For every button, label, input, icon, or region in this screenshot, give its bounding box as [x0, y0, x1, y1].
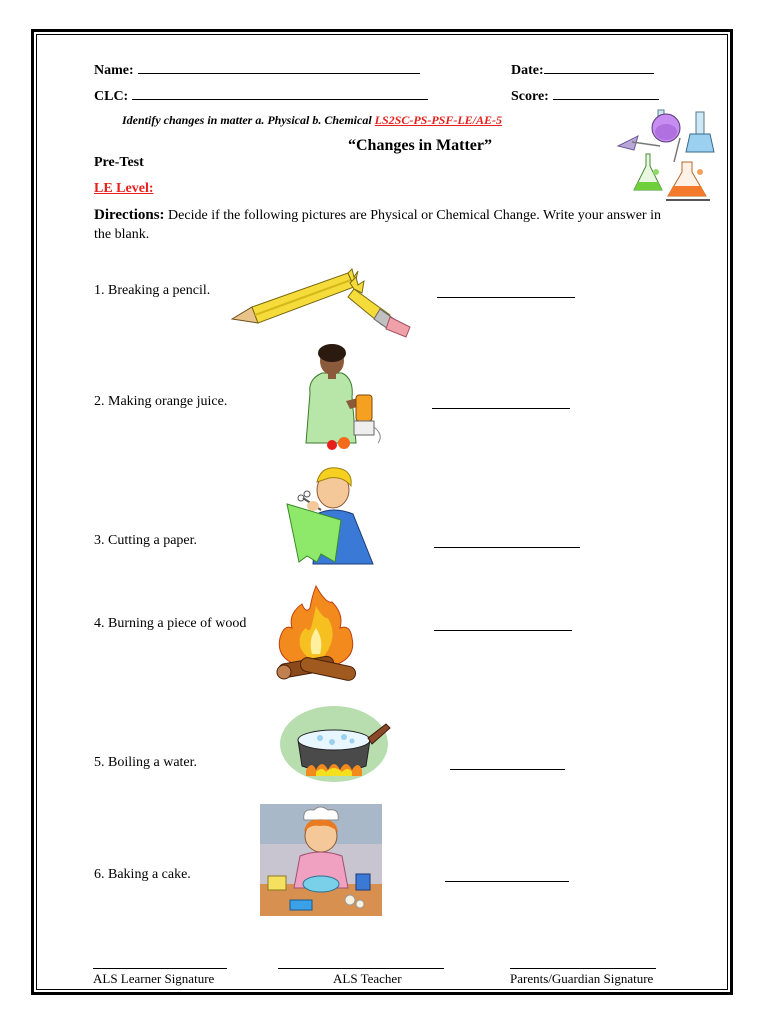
clc-field[interactable] [94, 87, 428, 105]
answer-blank-6[interactable] [445, 880, 569, 882]
broken-pencil-icon [230, 267, 416, 339]
objective-code: LS2SC-PS-PSF-LE/AE-5 [374, 113, 503, 127]
directions-text: Decide if the following pictures are Physical or Chemical Change. Write your answer in the blank. [94, 208, 661, 242]
woman-juicer-icon [292, 343, 392, 451]
boy-cutting-paper-icon [277, 464, 377, 564]
answer-blank-2[interactable] [432, 407, 570, 409]
name-label: Name: [94, 63, 134, 78]
score-blank[interactable] [553, 87, 659, 100]
learning-objective [122, 113, 502, 128]
question-item: 5. Boiling a water. [94, 755, 198, 770]
date-field[interactable] [511, 61, 654, 79]
le-level-label: LE Level: [94, 181, 154, 196]
date-blank[interactable] [544, 61, 654, 74]
clc-blank[interactable] [132, 87, 428, 100]
directions-label: Directions: [94, 207, 165, 223]
teacher-signature-line[interactable] [278, 968, 444, 969]
page-title: “Changes in Matter” [348, 137, 492, 154]
boiling-pot-icon [276, 700, 400, 782]
score-label: Score: [511, 89, 549, 104]
name-blank[interactable] [138, 61, 420, 74]
question-item: 1. Breaking a pencil. [94, 283, 211, 298]
girl-baking-icon [260, 804, 382, 916]
parent-signature-line[interactable] [510, 968, 656, 969]
learner-signature-line[interactable] [93, 968, 227, 969]
answer-blank-4[interactable] [434, 629, 572, 631]
question-item: 3. Cutting a paper. [94, 533, 198, 548]
lab-flasks-icon [610, 102, 722, 206]
objective-text: Identify changes in matter a. Physical b. Chemical [122, 113, 375, 127]
question-item: 4. Burning a piece of wood [94, 616, 247, 631]
directions [94, 206, 664, 244]
learner-signature-label: ALS Learner Signature [93, 971, 215, 986]
question-item: 6. Baking a cake. [94, 867, 191, 882]
answer-blank-5[interactable] [450, 768, 565, 770]
answer-blank-1[interactable] [437, 296, 575, 298]
name-field[interactable] [94, 61, 420, 79]
clc-label: CLC: [94, 89, 129, 104]
pretest-label: Pre-Test [94, 155, 144, 170]
campfire-icon [270, 584, 362, 684]
date-label: Date: [511, 63, 544, 78]
teacher-signature-label: ALS Teacher [333, 971, 402, 986]
question-item: 2. Making orange juice. [94, 394, 228, 409]
answer-blank-3[interactable] [434, 546, 580, 548]
parent-signature-label: Parents/Guardian Signature [510, 971, 654, 986]
